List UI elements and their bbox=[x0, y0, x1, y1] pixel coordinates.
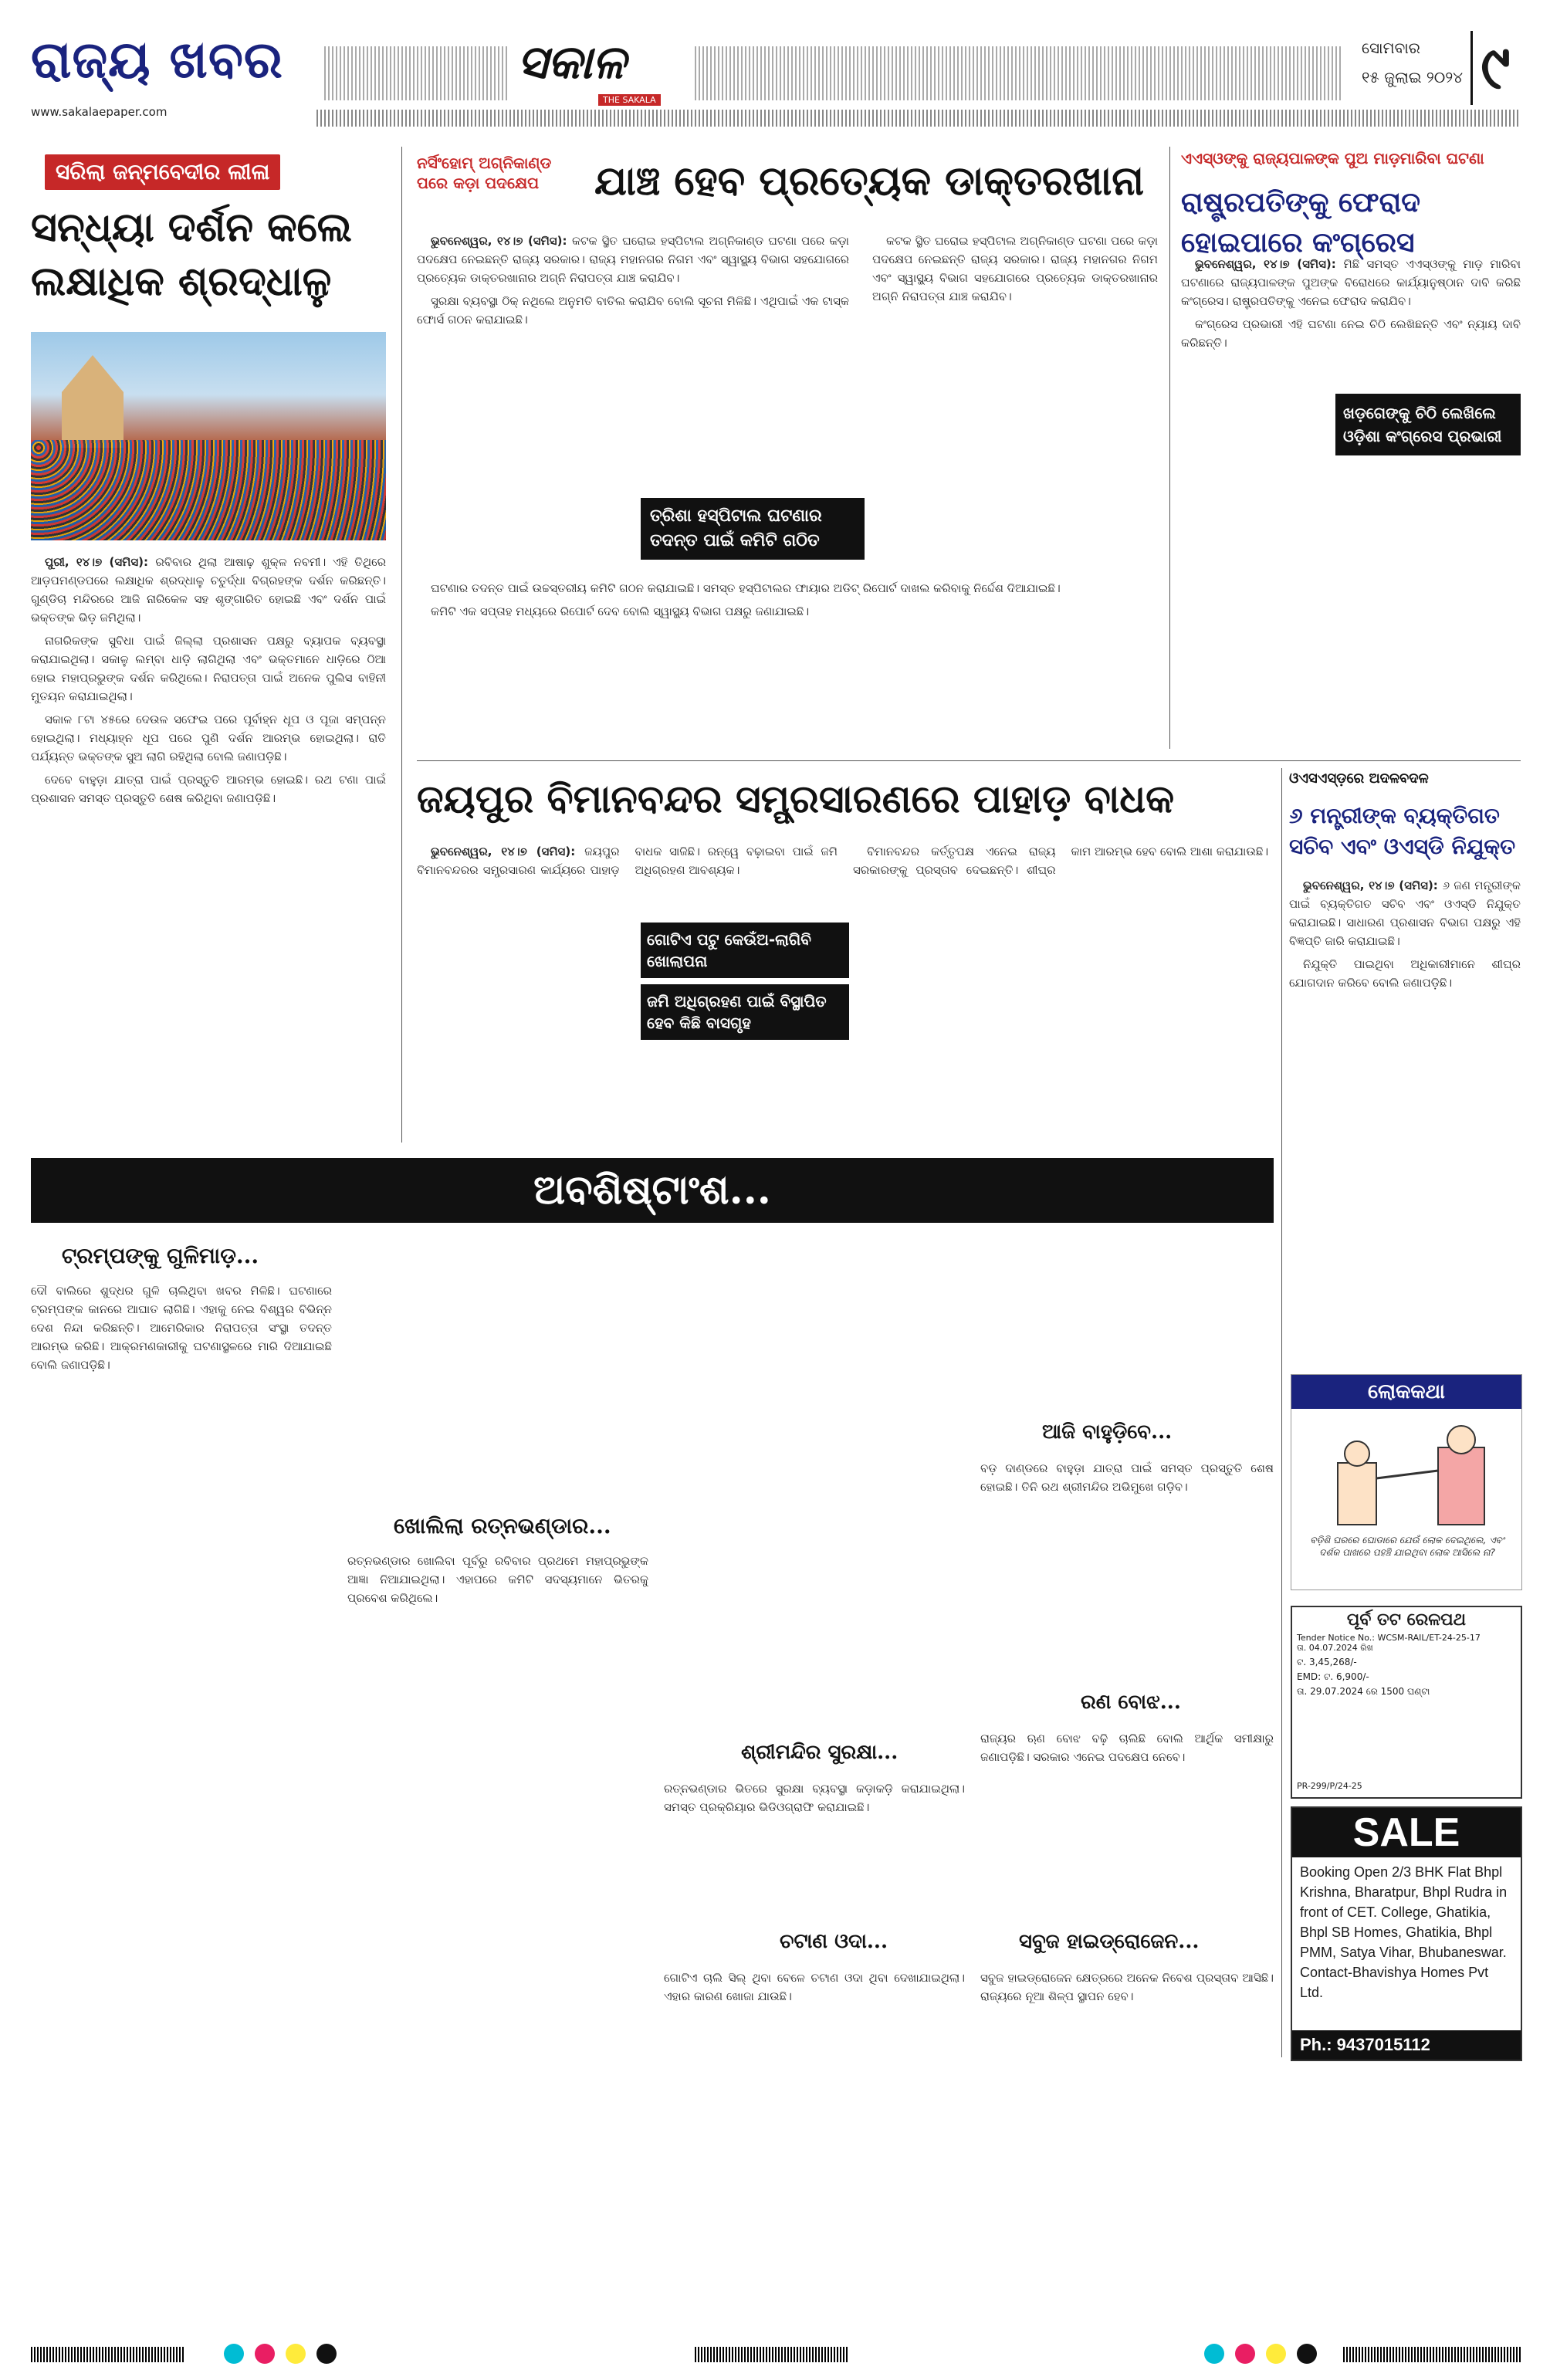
hospital-para-1: କଟକ ସ୍ଥିତ ଘରୋଇ ହସ୍ପିଟାଲ ଅଗ୍ନିକାଣ୍ଡ ଘଟଣା ପରେ କଡ଼ା ପଦକ୍ଷେପ ନେଇଛନ୍ତି ରାଜ୍ୟ ସରକାର। ରାଜ୍ୟ ମହାନଗର ନିଗମ ଏବଂ ସ୍ୱାସ୍ଥ୍ୟ ବିଭାଗ ସହଯୋଗରେ ପ୍ରତ୍ୟେକ ଡାକ୍ତରଖାନାର ଅଗ୍ନି ନିରାପତ୍ତା ଯାଞ୍ଚ କରାଯିବ। bbox=[417, 234, 849, 285]
pa-body bbox=[1289, 876, 1521, 1200]
print-bar-left bbox=[31, 2347, 185, 2362]
rath-para-1: ରବିବାର ଥିଲା ଆଷାଢ଼ ଶୁକ୍ଳ ନବମୀ। ଏହି ତିଥିରେ ଆଡ଼ପମଣ୍ଡପରେ ଲକ୍ଷାଧିକ ଶ୍ରଦ୍ଧାଳୁ ଚତୁର୍ଦ୍ଧା ବିଗ୍ରହଙ୍କ ଦର୍ଶନ କରିଛନ୍ତି। ଗୁଣ୍ଡିଚା ମନ୍ଦିରରେ ଆଜି ନାରିକେଳ ସହ ଶୃଙ୍ଗାରିତ ହୋଇଛି ଏବଂ ଦର୍ଶନ ପାଇଁ ଭକ୍ତଙ୍କ ଭିଡ଼ ଜମିଥିଲା। bbox=[31, 555, 386, 625]
masthead-hatch-rule bbox=[316, 110, 1521, 127]
tender-title: ପୂର୍ବ ତଟ ରେଳପଥ bbox=[1346, 1610, 1467, 1630]
hospital-body-right bbox=[872, 232, 1158, 571]
story-rath bbox=[31, 147, 386, 1143]
sale-ad bbox=[1291, 1806, 1522, 2061]
hospital-dateline: ଭୁବନେଶ୍ୱର, ୧୪।୭ (ସମିସ): bbox=[431, 234, 573, 248]
story-congress bbox=[1181, 147, 1521, 749]
section-text: ରତ୍ନଭଣ୍ଡାର ଭିତରେ ସୁରକ୍ଷା ବ୍ୟବସ୍ଥା କଡ଼ାକଡ଼ି କରାଯାଇଥିଲା। ସମସ୍ତ ପ୍ରକ୍ରିୟାର ଭିଡିଓଗ୍ରାଫି କରାଯାଇଛି। bbox=[664, 1782, 965, 1814]
tender-close: ତା. 29.07.2024 ରେ 1500 ଘଣ୍ଟା bbox=[1297, 1686, 1430, 1697]
brand-logo: ସକାଳ bbox=[517, 36, 626, 90]
section-text: ଗୋଟିଏ ଚାଲି ସିଲ୍ ଥିବା ବେଳେ ଚଟାଣ ଓଦା ଥିବା ଦେଖାଯାଇଥିଲା। ଏହାର କାରଣ ଖୋଜା ଯାଉଛି। bbox=[664, 1971, 965, 2003]
rath-dateline: ପୁରୀ, ୧୪।୭ (ସମିସ): bbox=[45, 555, 156, 569]
hospital-kicker-box bbox=[417, 153, 579, 215]
pa-kicker: ଓଏସଏସ୍‌ଡ଼ରେ ଅଦଳବଦଳ bbox=[1289, 770, 1429, 787]
rath-photo bbox=[31, 332, 386, 540]
avasistansha-banner: ଅବଶିଷ୍ଟାଂଶ... bbox=[31, 1158, 1274, 1223]
pa-para-1: ୬ ଜଣ ମନ୍ତ୍ରୀଙ୍କ ପାଇଁ ବ୍ୟକ୍ତିଗତ ସଚିବ ଏବଂ ଓଏସ୍‌ଡି ନିଯୁକ୍ତ କରାଯାଇଛି। ସାଧାରଣ ପ୍ରଶାସନ ବିଭାଗ ପକ୍ଷରୁ ଏହି ବିଜ୍ଞପ୍ତି ଜାରି କରାଯାଇଛି। bbox=[1289, 879, 1521, 948]
tender-value: ଟ. 3,45,268/- bbox=[1297, 1657, 1357, 1667]
section-text: ଦୌ ବାଲିରେ ଶୁଦ୍ଧର ଗୁଳି ଚାଲିଥିବା ଖବର ମିଳିଛି। ଘଟଣାରେ ଟ୍ରମ୍ପଙ୍କ କାନରେ ଆଘାତ ଲାଗିଛି। ଏହାକୁ ନେଇ ବିଶ୍ୱର ବିଭିନ୍ନ ଦେଶ ନିନ୍ଦା କରିଛନ୍ତି। ଆମେରିକାର ନିରାପତ୍ତା ସଂସ୍ଥା ତଦନ୍ତ ଆରମ୍ଭ କରିଛି। ଆକ୍ରମଣକାରୀକୁ ଘଟଣାସ୍ଥଳରେ ମାରି ଦିଆଯାଇଛି ବୋଲି ଜଣାପଡ଼ିଛି। bbox=[31, 1284, 332, 1372]
hospital-kicker: ନର୍ସିଂହୋମ୍ ଅଗ୍ନିକାଣ୍ଡ ପରେ କଡ଼ା ପଦକ୍ଷେପ bbox=[417, 154, 552, 192]
cmyk-swatch-black bbox=[316, 2344, 337, 2364]
section-heading: ଖୋଲିଲା ରତ୍ନଭଣ୍ଡାର... bbox=[394, 1513, 611, 1539]
cartoon-drawing bbox=[1307, 1417, 1508, 1532]
congress-dateline: ଭୁବନେଶ୍ୱର, ୧୪।୭ (ସମିସ): bbox=[1195, 257, 1344, 271]
section-heading: ଚଟାଣ ଓଦା... bbox=[780, 1930, 888, 1953]
lokakatha-box bbox=[1291, 1374, 1522, 1590]
cmyk-swatch-cyan bbox=[224, 2344, 244, 2364]
rath-para-4: ଦେବେ ବାହୁଡ଼ା ଯାତ୍ରା ପାଇଁ ପ୍ରସ୍ତୁତି ଆରମ୍ଭ ହୋଇଛି। ରଥ ଟଣା ପାଇଁ ପ୍ରଶାସନ ସମସ୍ତ ପ୍ରସ୍ତୁତି ଶେଷ କରିଥିବା ଜଣାପଡ଼ିଛି। bbox=[31, 773, 386, 805]
pa-para-2: ନିଯୁକ୍ତି ପାଇଥିବା ଅଧିକାରୀମାନେ ଶୀଘ୍ର ଯୋଗଦାନ କରିବେ ବୋଲି ଜଣାପଡ଼ିଛି। bbox=[1289, 957, 1521, 990]
sale-title: SALE bbox=[1292, 1808, 1521, 1857]
section-text: ରାଜ୍ୟର ଋଣ ବୋଝ ବଢ଼ି ଚାଲିଛି ବୋଲି ଆର୍ଥିକ ସମୀକ୍ଷାରୁ ଜଣାପଡ଼ିଛି। ସରକାର ଏନେଇ ପଦକ୍ଷେପ ନେବେ। bbox=[980, 1732, 1274, 1764]
airport-para-2: ବିମାନବନ୍ଦର କର୍ତ୍ତୃପକ୍ଷ ଏନେଇ ରାଜ୍ୟ ସରକାରଙ୍କୁ ପ୍ରସ୍ତାବ ଦେଇଛନ୍ତି। ଶୀଘ୍ର କାମ ଆରମ୍ଭ ହେବ ବୋଲି ଆଶା କରାଯାଉଛି। bbox=[853, 845, 1269, 877]
story-pa bbox=[1289, 768, 1521, 1200]
pa-dateline: ଭୁବନେଶ୍ୱର, ୧୪।୭ (ସମିସ): bbox=[1303, 879, 1443, 892]
hospital-body-2 bbox=[417, 579, 1158, 741]
section-heading: ଆଜି ବାହୁଡ଼ିବେ... bbox=[1042, 1420, 1173, 1444]
rath-para-2: ନାଗରିକଙ୍କ ସୁବିଧା ପାଇଁ ଜିଲ୍ଲା ପ୍ରଶାସନ ପକ୍ଷରୁ ବ୍ୟାପକ ବ୍ୟବସ୍ଥା କରାଯାଇଥିଲା। ସକାଳୁ ଲମ୍ବା ଧାଡ଼ି ଲାଗିଥିଲା ଏବଂ ଭକ୍ତମାନେ ଧାଡ଼ିରେ ଠିଆ ହୋଇ ମହାପ୍ରଭୁଙ୍କ ଦର୍ଶନ କରିଥିଲେ। ନିରାପତ୍ତା ପାଇଁ ଅନେକ ପୁଲିସ ବାହିନୀ ମୁତୟନ କରାଯାଇଥିଲା। bbox=[31, 634, 386, 703]
cmyk-swatch-magenta bbox=[255, 2344, 275, 2364]
section-heading: ସବୁଜ ହାଇଡ୍ରୋଜେନ... bbox=[1019, 1930, 1200, 1953]
tender-notice bbox=[1291, 1606, 1522, 1799]
airport-para-1: ଜୟପୁର ବିମାନବନ୍ଦରର ସମ୍ପ୍ରସାରଣ କାର୍ଯ୍ୟରେ ପାହାଡ଼ ବାଧକ ସାଜିଛି। ରନ୍‌ୱେ ବଢ଼ାଇବା ପାଇଁ ଜମି ଅଧିଗ୍ରହଣ ଆବଶ୍ୟକ। bbox=[417, 845, 838, 877]
print-bar-right bbox=[1343, 2347, 1521, 2362]
brand-subtitle: THE SAKALA bbox=[598, 94, 661, 106]
congress-para-2: କଂଗ୍ରେସ ପ୍ରଭାରୀ ଏହି ଘଟଣା ନେଇ ଚିଠି ଲେଖିଛନ୍ତି ଏବଂ ନ୍ୟାୟ ଦାବି କରିଛନ୍ତି। bbox=[1181, 317, 1521, 350]
column-rule bbox=[1169, 147, 1170, 749]
avasistansha-col-2 bbox=[347, 1235, 648, 2061]
airport-dateline: ଭୁବନେଶ୍ୱର, ୧୪।୭ (ସମିସ): bbox=[431, 845, 585, 858]
hospital-para-right: କଟକ ସ୍ଥିତ ଘରୋଇ ହସ୍ପିଟାଲ ଅଗ୍ନିକାଣ୍ଡ ଘଟଣା ପରେ କଡ଼ା ପଦକ୍ଷେପ ନେଇଛନ୍ତି ରାଜ୍ୟ ସରକାର। ରାଜ୍ୟ ମହାନଗର ନିଗମ ଏବଂ ସ୍ୱାସ୍ଥ୍ୟ ବିଭାଗ ସହଯୋଗରେ ପ୍ରତ୍ୟେକ ଡାକ୍ତରଖାନାର ଅଗ୍ନି ନିରାପତ୍ତା ଯାଞ୍ଚ କରାଯିବ। bbox=[872, 234, 1158, 303]
rath-body bbox=[31, 553, 386, 1139]
hospital-headline: ଯାଞ୍ଚ ହେବ ପ୍ରତ୍ୟେକ ଡାକ୍ତରଖାନା bbox=[594, 157, 1145, 205]
congress-para-1: ମିଛି ସମସ୍ତ ଏଏସ୍ଓଙ୍କୁ ମାଡ଼ ମାରିବା ଘଟଣାରେ ରାଜ୍ୟପାଳଙ୍କ ପୁଅଙ୍କ ବିରୋଧରେ କାର୍ଯ୍ୟାନୁଷ୍ଠାନ ଦାବି କରିଛି କଂଗ୍ରେସ। ରାଷ୍ଟ୍ରପତିଙ୍କୁ ଏନେଇ ଫେରାଦ କରାଯିବ। bbox=[1181, 257, 1521, 308]
section-heading: ଶ୍ରୀମନ୍ଦିର ସୁରକ୍ଷା... bbox=[741, 1741, 899, 1764]
hospital-body bbox=[417, 232, 849, 494]
avasistansha-col-3 bbox=[664, 1235, 965, 2061]
airport-subhead-2: ଜମି ଅଧିଗ୍ରହଣ ପାଇଁ ବିସ୍ଥାପିତ ହେବ କିଛି ବାସଗୃହ bbox=[641, 984, 849, 1040]
congress-headline: ରାଷ୍ଟ୍ରପତିଙ୍କୁ ଫେରାଦ ହୋଇପାରେ କଂଗ୍ରେସ bbox=[1181, 186, 1421, 259]
story-hospital bbox=[417, 147, 1158, 749]
lokakatha-caption: ବଡ଼ିଶି ଘରରେ ଘୋଡାରେ ଯେଉଁ ଲୋକ ଦେଇଥିଲେ, ଏବଂ ଦର୍ଶକ ପାଖରେ ପହଞ୍ଚି ଯାଇଥିବା ଲୋକ ଆସିଲେ ନା? bbox=[1310, 1535, 1504, 1558]
hospital-para-3: ଘଟଣାର ତଦନ୍ତ ପାଇଁ ଉଚ୍ଚସ୍ତରୀୟ କମିଟି ଗଠନ କରାଯାଇଛି। ସମସ୍ତ ହସ୍ପିଟାଲର ଫାୟାର ଅଡିଟ୍ ରିପୋର୍ଟ ଦାଖଲ କରିବାକୁ ନିର୍ଦ୍ଦେଶ ଦିଆଯାଇଛି। bbox=[431, 581, 1061, 595]
cmyk-swatch-magenta bbox=[1235, 2344, 1255, 2364]
hospital-subhead: ତ୍ରିଶା ହସ୍ପିଟାଲ ଘଟଣାର ତଦନ୍ତ ପାଇଁ କମିଟି ଗଠିତ bbox=[641, 498, 865, 560]
hospital-para-4: କମିଟି ଏକ ସପ୍ତାହ ମଧ୍ୟରେ ରିପୋର୍ଟ ଦେବ ବୋଲି ସ୍ୱାସ୍ଥ୍ୟ ବିଭାଗ ପକ୍ଷରୁ ଜଣାଯାଇଛି। bbox=[431, 604, 810, 618]
tender-number: Tender Notice No.: WCSM-RAIL/ET-24-25-17 bbox=[1297, 1633, 1481, 1643]
section-text: ରତ୍ନଭଣ୍ଡାର ଖୋଲିବା ପୂର୍ବରୁ ରବିବାର ପ୍ରଥମେ ମହାପ୍ରଭୁଙ୍କ ଆଜ୍ଞା ନିଆଯାଇଥିଲା। ଏହାପରେ କମିଟି ସଦସ୍ୟମାନେ ଭିତରକୁ ପ୍ରବେଶ କରିଥିଲେ। bbox=[347, 1554, 648, 1605]
print-bar-mid bbox=[695, 2347, 849, 2362]
hospital-para-2: ସୁରକ୍ଷା ବ୍ୟବସ୍ଥା ଠିକ୍ ନଥିଲେ ଅନୁମତି ବାତିଲ କରାଯିବ ବୋଲି ସୂଚନା ମିଳିଛି। ଏଥିପାଇଁ ଏକ ଟାସ୍କ ଫୋର୍ସ ଗଠନ କରାଯାଇଛି। bbox=[417, 294, 849, 327]
rath-para-3: ସକାଳ ୮ଟା ୪୫ରେ ଦେଉଳ ସଫେଇ ପରେ ପୂର୍ବାହ୍ନ ଧୂପ ଓ ପୂଜା ସମ୍ପନ୍ନ ହୋଇଥିଲା। ମଧ୍ୟାହ୍ନ ଧୂପ ପରେ ପୁଣି ଦର୍ଶନ ଆରମ୍ଭ ହୋଇଥିଲା। ରାତି ପର୍ଯ୍ୟନ୍ତ ଭକ୍ତଙ୍କ ସୁଅ ଲାଗି ରହିଥିଲା ବୋଲି ଜଣାପଡ଼ିଛି। bbox=[31, 713, 386, 763]
airport-headline: ଜୟପୁର ବିମାନବନ୍ଦର ସମ୍ପ୍ରସାରଣରେ ପାହାଡ଼ ବାଧକ bbox=[417, 776, 1175, 821]
temple-shape bbox=[62, 355, 124, 448]
section-heading: ଟ୍ରମ୍ପଙ୍କୁ ଗୁଳିମାଡ଼... bbox=[62, 1243, 259, 1268]
congress-kicker: ଏଏସ୍ଓଙ୍କୁ ରାଜ୍ୟପାଳଙ୍କ ପୁଅ ମାଡ଼ମାରିବା ଘଟଣା bbox=[1181, 149, 1484, 168]
lokakatha-title: ଲୋକକଥା bbox=[1291, 1375, 1521, 1409]
tender-emd: EMD: ଟ. 6,900/- bbox=[1297, 1671, 1369, 1682]
rath-kicker: ସରିଲା ଜନ୍ମବେଦୀର ଲୀଳା bbox=[45, 154, 280, 190]
tender-date: ତା. 04.07.2024 ରିଖ bbox=[1297, 1643, 1373, 1653]
crowd-texture bbox=[31, 440, 386, 540]
column-rule bbox=[401, 147, 402, 1143]
section-text: ସବୁଜ ହାଇଡ୍ରୋଜେନ କ୍ଷେତ୍ରରେ ଅନେକ ନିବେଶ ପ୍ରସ୍ତାବ ଆସିଛି। ରାଜ୍ୟରେ ନୂଆ ଶିଳ୍ପ ସ୍ଥାପନ ହେବ। bbox=[980, 1971, 1274, 2003]
rath-headline: ସନ୍ଧ୍ୟା ଦର୍ଶନ କଲେ ଲକ୍ଷାଧିକ ଶ୍ରଦ୍ଧାଳୁ bbox=[31, 204, 352, 305]
avasistansha-col-1 bbox=[31, 1235, 332, 2061]
avasistansha-col-4 bbox=[980, 1235, 1274, 2061]
story-airport bbox=[417, 768, 1274, 1139]
congress-callout: ଖଡ଼ଗେଙ୍କୁ ଚିଠି ଲେଖିଲେ ଓଡ଼ିଶା କଂଗ୍ରେସ ପ୍ରଭାରୀ bbox=[1335, 394, 1521, 455]
issue-date: ୧୫ ଜୁଲାଇ ୨୦୨୪ bbox=[1362, 68, 1464, 86]
tender-ref: PR-299/P/24-25 bbox=[1297, 1781, 1362, 1791]
airport-subhead-1: ଗୋଟିଏ ପଟୁ କେଉଁଅ-ଲାଗିବି ଖୋଲାପନା bbox=[641, 923, 849, 978]
section-rule bbox=[417, 760, 1521, 761]
cmyk-swatch-yellow bbox=[1266, 2344, 1286, 2364]
masthead-hatch-right bbox=[695, 46, 1343, 100]
cmyk-swatch-yellow bbox=[286, 2344, 306, 2364]
column-rule bbox=[1281, 768, 1282, 2057]
pa-headline: ୬ ମନ୍ତ୍ରୀଙ୍କ ବ୍ୟକ୍ତିଗତ ସଚିବ ଏବଂ ଓଏସ୍‌ଡି ନିଯୁକ୍ତ bbox=[1289, 803, 1516, 859]
sale-body: Booking Open 2/3 BHK Flat Bhpl Krishna, Bharatpur, Bhpl Rudra in front of CET. College, Ghatikia, Bhpl SB Homes, Ghatikia, Bhpl PMM, Satya Vihar, Bhubaneswar. Contact-Bhavishya Homes Pvt Ltd. bbox=[1300, 1864, 1508, 2000]
congress-body bbox=[1181, 255, 1521, 741]
section-text: ବଡ଼ ଦାଣ୍ଡରେ ବାହୁଡ଼ା ଯାତ୍ରା ପାଇଁ ସମସ୍ତ ପ୍ରସ୍ତୁତି ଶେଷ ହୋଇଛି। ତିନି ରଥ ଶ୍ରୀମନ୍ଦିର ଅଭିମୁଖେ ଗଡ଼ିବ। bbox=[980, 1461, 1274, 1494]
site-url[interactable]: www.sakalaepaper.com bbox=[31, 105, 168, 119]
masthead-hatch-left bbox=[324, 46, 509, 100]
cartoon-svg bbox=[1307, 1417, 1508, 1532]
sale-phone[interactable]: Ph.: 9437015112 bbox=[1292, 2030, 1521, 2060]
section-heading: ରଣ ବୋଝ... bbox=[1081, 1691, 1181, 1714]
issue-day: ସୋମବାର bbox=[1362, 39, 1420, 57]
cmyk-swatch-cyan bbox=[1204, 2344, 1224, 2364]
section-title: ରାଜ୍ୟ ଖବର bbox=[31, 29, 283, 90]
cmyk-swatch-black bbox=[1297, 2344, 1317, 2364]
page-number: ୯ bbox=[1470, 31, 1511, 105]
